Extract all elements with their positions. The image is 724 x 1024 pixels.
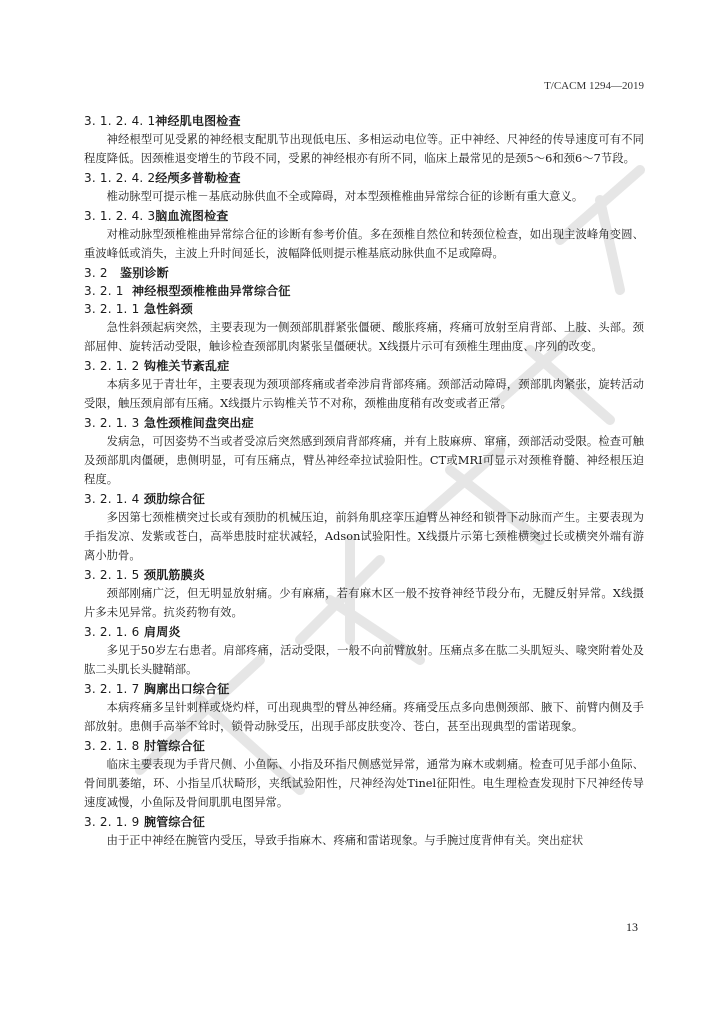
section-title: 胸廓出口综合征 bbox=[144, 682, 230, 696]
section-heading bbox=[84, 414, 644, 432]
section-paragraph: 本病多见于青壮年，主要表现为颈项部疼痛或者牵涉肩背部疼痛。颈部活动障碍，颈部肌肉紧张，旋转活动受限，触压颈肩部有压痛。X线摄片示钩椎关节不对称，颈椎曲度稍有改变或者正常。 bbox=[84, 378, 644, 410]
section-title: 鉴别诊断 bbox=[120, 266, 169, 280]
section-heading bbox=[84, 169, 644, 187]
section-title: 颈肋综合征 bbox=[144, 492, 206, 506]
section-number: 3. 2. 1. 3 bbox=[84, 416, 140, 430]
section-title: 神经根型颈椎椎曲异常综合征 bbox=[132, 284, 291, 298]
section-number: 3. 1. 2. 4. 2 bbox=[84, 171, 156, 185]
section-heading bbox=[84, 490, 644, 508]
section-title: 颈肌筋膜炎 bbox=[144, 568, 206, 582]
section-paragraph: 神经根型可见受累的神经根支配肌节出现低电压、多相运动电位等。正中神经、尺神经的传导速度可有不同程度降低。因颈椎退变增生的节段不同，受累的神经根亦有所不同，临床上最常见的是颈5～6和颈6～7节段。 bbox=[84, 133, 644, 165]
page-number: 13 bbox=[626, 920, 638, 934]
section-paragraph: 急性斜颈起病突然，主要表现为一侧颈部肌群紧张僵硬、酸胀疼痛，疼痛可放射至肩背部、上肢、头部。颈部屈伸、旋转活动受限，触诊检查颈部肌肉紧张呈僵硬状。X线摄片示可有颈椎生理曲度、序列的改变。 bbox=[84, 321, 644, 353]
section-paragraph: 由于正中神经在腕管内受压，导致手指麻木、疼痛和雷诺现象。与手腕过度背伸有关。突出症状 bbox=[106, 834, 584, 847]
section-heading bbox=[84, 623, 644, 641]
section-title: 钩椎关节紊乱症 bbox=[144, 359, 230, 373]
section-number: 3. 2. 1. 6 bbox=[84, 625, 140, 639]
section-heading bbox=[84, 207, 644, 225]
section-title: 脑血流图检查 bbox=[155, 209, 229, 223]
section-title: 腕管综合征 bbox=[144, 815, 206, 829]
section-heading bbox=[84, 737, 644, 755]
section-heading bbox=[84, 282, 644, 300]
section-heading bbox=[84, 357, 644, 375]
section-title: 神经肌电图检查 bbox=[155, 114, 241, 128]
section-number: 3. 2. 1. 9 bbox=[84, 815, 140, 829]
section-heading bbox=[84, 264, 644, 282]
section-number: 3. 2. 1. 5 bbox=[84, 568, 140, 582]
section-paragraph: 多见于50岁左右患者。肩部疼痛，活动受限，一般不向前臂放射。压痛点多在肱二头肌短头、喙突附着处及肱二头肌长头腱鞘部。 bbox=[84, 644, 644, 676]
section-title: 急性斜颈 bbox=[144, 302, 193, 316]
section-number: 3. 2. 1. 8 bbox=[84, 739, 140, 753]
section-paragraph: 对椎动脉型颈椎椎曲异常综合征的诊断有参考价值。多在颈椎自然位和转颈位检查，如出现主波峰角变圆、重波峰低或消失，主波上升时间延长，波幅降低则提示椎基底动脉供血不足或障碍。 bbox=[84, 228, 644, 260]
section-number: 3. 2. 1. 1 bbox=[84, 302, 140, 316]
section-number: 3. 2 bbox=[84, 266, 108, 280]
section-paragraph: 发病急，可因姿势不当或者受凉后突然感到颈肩背部疼痛，并有上肢麻痹、窜痛，颈部活动受限。检查可触及颈部肌肉僵硬，患侧明显，可有压痛点，臂丛神经牵拉试验阳性。CT或MRI可显示对颈椎脊髓、神经根压迫程度。 bbox=[84, 435, 644, 486]
section-paragraph: 临床主要表现为手背尺侧、小鱼际、小指及环指尺侧感觉异常，通常为麻木或刺痛。检查可见手部小鱼际、骨间肌萎缩，环、小指呈爪状畸形，夹纸试验阳性，尺神经沟处Tinel征阳性。电生理检查发现肘下尺神经传导速度减慢，小鱼际及骨间肌肌电图异常。 bbox=[84, 758, 644, 809]
section-number: 3. 1. 2. 4. 3 bbox=[84, 209, 156, 223]
section-heading bbox=[84, 300, 644, 318]
section-number: 3. 2. 1. 2 bbox=[84, 359, 140, 373]
section-paragraph: 本病疼痛多呈针刺样或烧灼样，可出现典型的臂丛神经痛。疼痛受压点多向患侧颈部、腋下、前臂内侧及手部放射。患侧手高举不耸时，锁骨动脉受压，出现手部皮肤变冷、苍白，甚至出现典型的雷诺现象。 bbox=[84, 701, 644, 733]
section-title: 肘管综合征 bbox=[144, 739, 206, 753]
document-body bbox=[84, 112, 644, 851]
section-number: 3. 2. 1. 7 bbox=[84, 682, 140, 696]
section-title: 急性颈椎间盘突出症 bbox=[144, 416, 254, 430]
section-title: 经颅多普勒检查 bbox=[155, 171, 241, 185]
section-heading bbox=[84, 680, 644, 698]
section-heading bbox=[84, 813, 644, 831]
section-paragraph: 颈部刚痛广泛，但无明显放射痛。少有麻痛，若有麻木区一般不按脊神经节段分布，无腱反射异常。X线摄片多未见异常。抗炎药物有效。 bbox=[84, 587, 644, 619]
section-paragraph: 多因第七颈椎横突过长或有颈肋的机械压迫，前斜角肌痉挛压迫臂丛神经和锁骨下动脉而产生。主要表现为手指发凉、发紫或苍白，高举患肢时症状减轻，Adson试验阳性。X线摄片示第七颈椎横突过长或横突外端有游离小肋骨。 bbox=[84, 511, 644, 562]
section-number: 3. 2. 1. 4 bbox=[84, 492, 140, 506]
document-code: T/CACM 1294—2019 bbox=[544, 80, 644, 92]
section-heading bbox=[84, 112, 644, 130]
section-heading bbox=[84, 566, 644, 584]
section-paragraph: 椎动脉型可提示椎－基底动脉供血不全或障碍，对本型颈椎椎曲异常综合征的诊断有重大意义。 bbox=[106, 190, 584, 203]
section-number: 3. 1. 2. 4. 1 bbox=[84, 114, 156, 128]
section-number: 3. 2. 1 bbox=[84, 284, 124, 298]
section-title: 肩周炎 bbox=[144, 625, 181, 639]
